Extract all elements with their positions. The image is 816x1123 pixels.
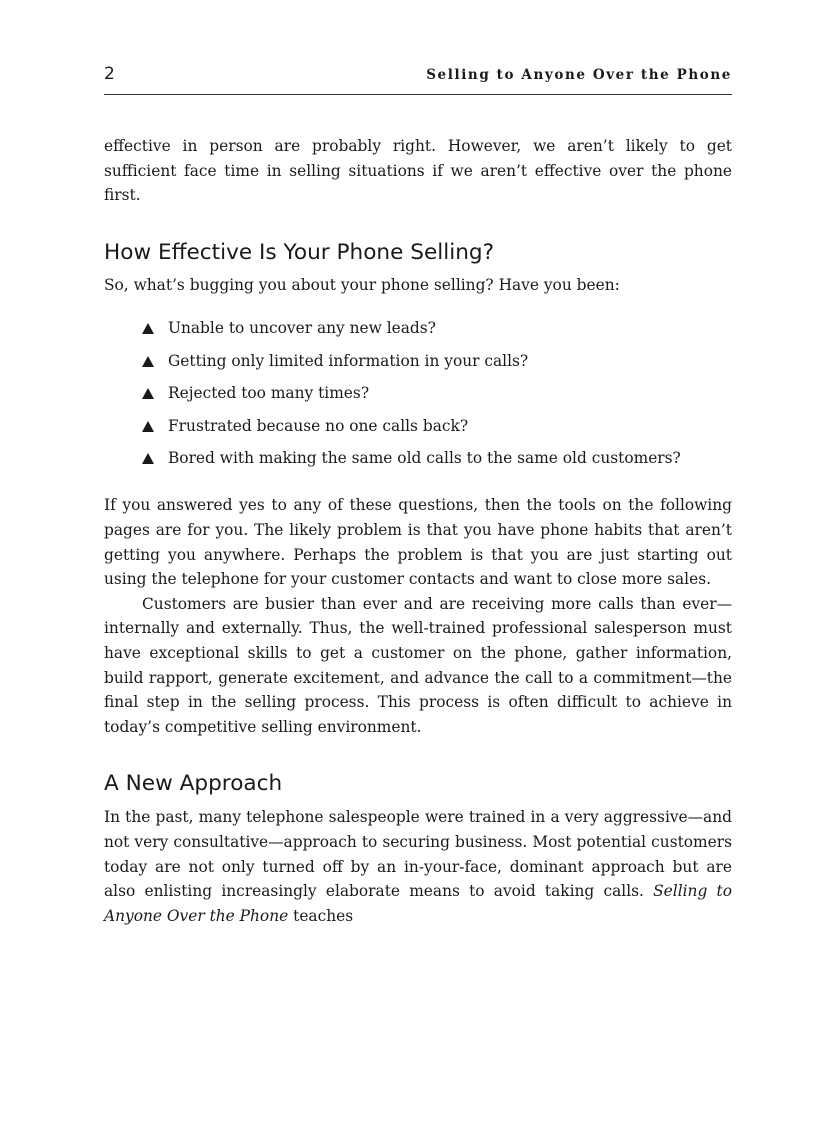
triangle-bullet-icon (142, 356, 154, 367)
list-item (140, 316, 732, 341)
list-item (140, 414, 732, 439)
intro-paragraph: effective in person are probably right. However, we aren’t likely to get sufficient face time in selling situations if we aren’t effective over the phone first. (104, 137, 732, 205)
paragraph-text: teaches (293, 906, 354, 925)
list-item (140, 381, 732, 406)
body-paragraph: If you answered yes to any of these questions, then the tools on the following pages are for you. The likely problem is that you have phone habits that aren’t getting you anywhere. Perhaps the problem is that you are just starting out using the telephone for your customer contacts and want to close more sales. (104, 496, 732, 589)
triangle-bullet-icon (142, 421, 154, 432)
running-title: Selling to Anyone Over the Phone (426, 67, 732, 83)
book-title-italic: Selling to Anyone Over the Phone (104, 882, 732, 925)
page-number: 2 (104, 64, 115, 84)
list-item-text: Frustrated because no one calls back? (168, 416, 469, 435)
list-item-text: Unable to uncover any new leads? (168, 319, 436, 338)
list-item-text: Bored with making the same old calls to the same old customers? (168, 449, 681, 468)
body-paragraph: Customers are busier than ever and are receiving more calls than ever— internally and externally. Thus, the well-trained professional salesperson must have exceptional skills to get a customer on the phone, gather information, build rapport, generate excitement, and advance the call to a commitment—the final step in the selling process. This process is often difficult to achieve in today’s competitive selling environment. (104, 594, 732, 736)
section-heading-new-approach: A New Approach (104, 771, 283, 797)
triangle-bullet-icon (142, 388, 154, 399)
triangle-bullet-icon (142, 323, 154, 334)
question-list (104, 316, 732, 471)
section-lead: So, what’s bugging you about your phone selling? Have you been: (104, 275, 620, 294)
paragraph-text: In the past, many telephone salespeople were trained in a very aggressive—and not very consultative—approach to securing business. Most potential customers today are not only turned off by an in-your-face, dominant approach but are also enlisting increasingly elaborate means to avoid taking calls. (104, 808, 732, 901)
body-paragraph (104, 805, 732, 928)
section-heading-phone-selling: How Effective Is Your Phone Selling? (104, 239, 495, 265)
triangle-bullet-icon (142, 453, 154, 464)
list-item-text: Rejected too many times? (168, 384, 370, 403)
running-header (104, 64, 732, 95)
list-item (140, 446, 732, 471)
book-page (104, 64, 732, 928)
list-item (140, 349, 732, 374)
list-item-text: Getting only limited information in your calls? (168, 351, 529, 370)
